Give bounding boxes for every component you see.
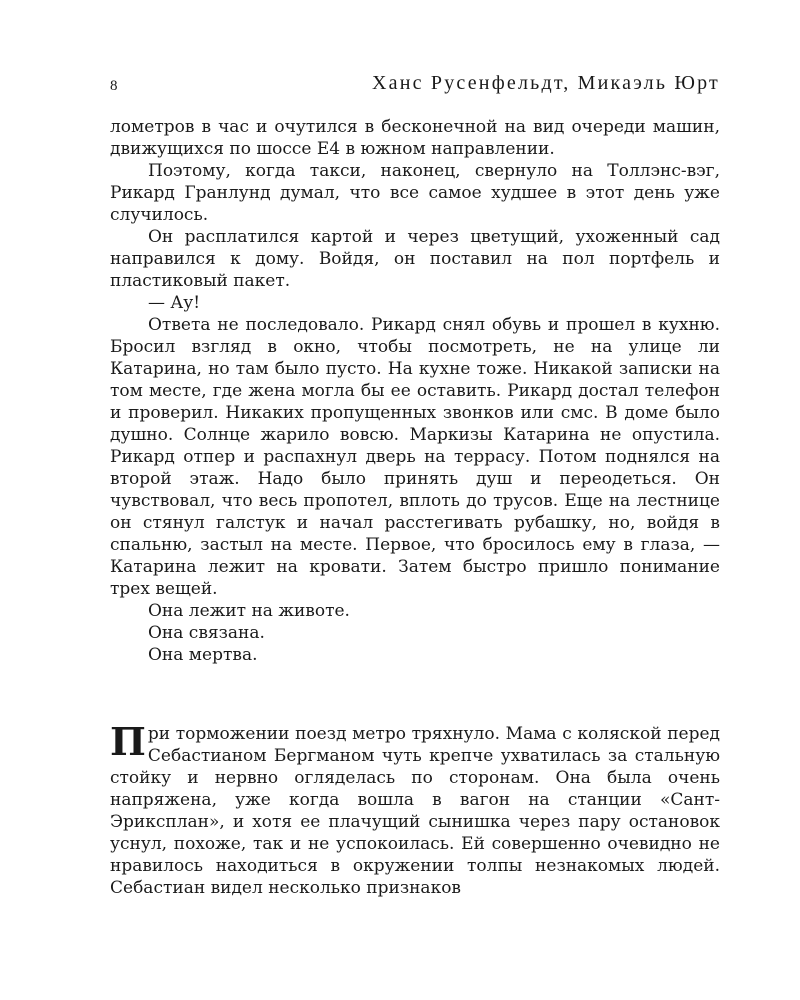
book-page <box>110 0 720 1000</box>
paragraph: Она лежит на животе. <box>148 601 350 621</box>
section-opening-paragraph <box>110 719 720 899</box>
paragraph: Поэтому, когда такси, наконец, свернуло на Толлэнс-вэг, Рикард Гранлунд думал, что все самое худшее в этот день уже случилось. <box>110 161 720 225</box>
section-2 <box>110 719 720 899</box>
section-1 <box>110 116 720 666</box>
section-opening-text: ри торможении поезд метро тряхнуло. Мама с коляской перед Себастианом Бергманом чуть крепче ухватилась за стальную стойку и нервно огляделась по сторонам. Она была очень напряжена, уже когда вошла в вагон на станции «Сант-Эриксплан», и хотя ее плачущий сынишка через пару остановок уснул, похоже, так и не успокоилась. Ей совершенно очевидно не нравилось находиться в окружении толпы незнакомых людей. Себастиан видел несколько признаков <box>110 724 720 898</box>
paragraph: лометров в час и очутился в бесконечной на вид очереди машин, движущихся по шоссе Е4 в южном направлении. <box>110 117 720 159</box>
paragraph: Она мертва. <box>148 645 258 665</box>
paragraph: Она связана. <box>148 623 265 643</box>
page-number: 8 <box>110 78 118 94</box>
paragraph: Он расплатился картой и через цветущий, ухоженный сад направился к дому. Войдя, он поставил на пол портфель и пластиковый пакет. <box>110 227 720 291</box>
running-title-authors: Ханс Русенфельдт, Микаэль Юрт <box>371 72 720 94</box>
paragraph: Ответа не последовало. Рикард снял обувь и прошел в кухню. Бросил взгляд в окно, чтобы посмотреть, не на улице ли Катарина, но там было пусто. На кухне тоже. Никакой записки на том месте, где жена могла бы ее оставить. Рикард достал телефон и проверил. Никаких пропущенных звонков или смс. В доме было душно. Солнце жарило вовсю. Маркизы Катарина не опустила. Рикард отпер и распахнул дверь на террасу. Потом поднялся на второй этаж. Надо было принять душ и переодеться. Он чувствовал, что весь пропотел, вплоть до трусов. Еще на лестнице он стянул галстук и начал расстегивать рубашку, но, войдя в спальню, застыл на месте. Первое, что бросилось ему в глаза, — Катарина лежит на кровати. Затем быстро пришло понимание трех вещей. <box>110 315 720 599</box>
dialogue-line: — Ау! <box>148 293 201 313</box>
drop-cap: П <box>110 719 146 764</box>
running-head <box>110 72 720 102</box>
